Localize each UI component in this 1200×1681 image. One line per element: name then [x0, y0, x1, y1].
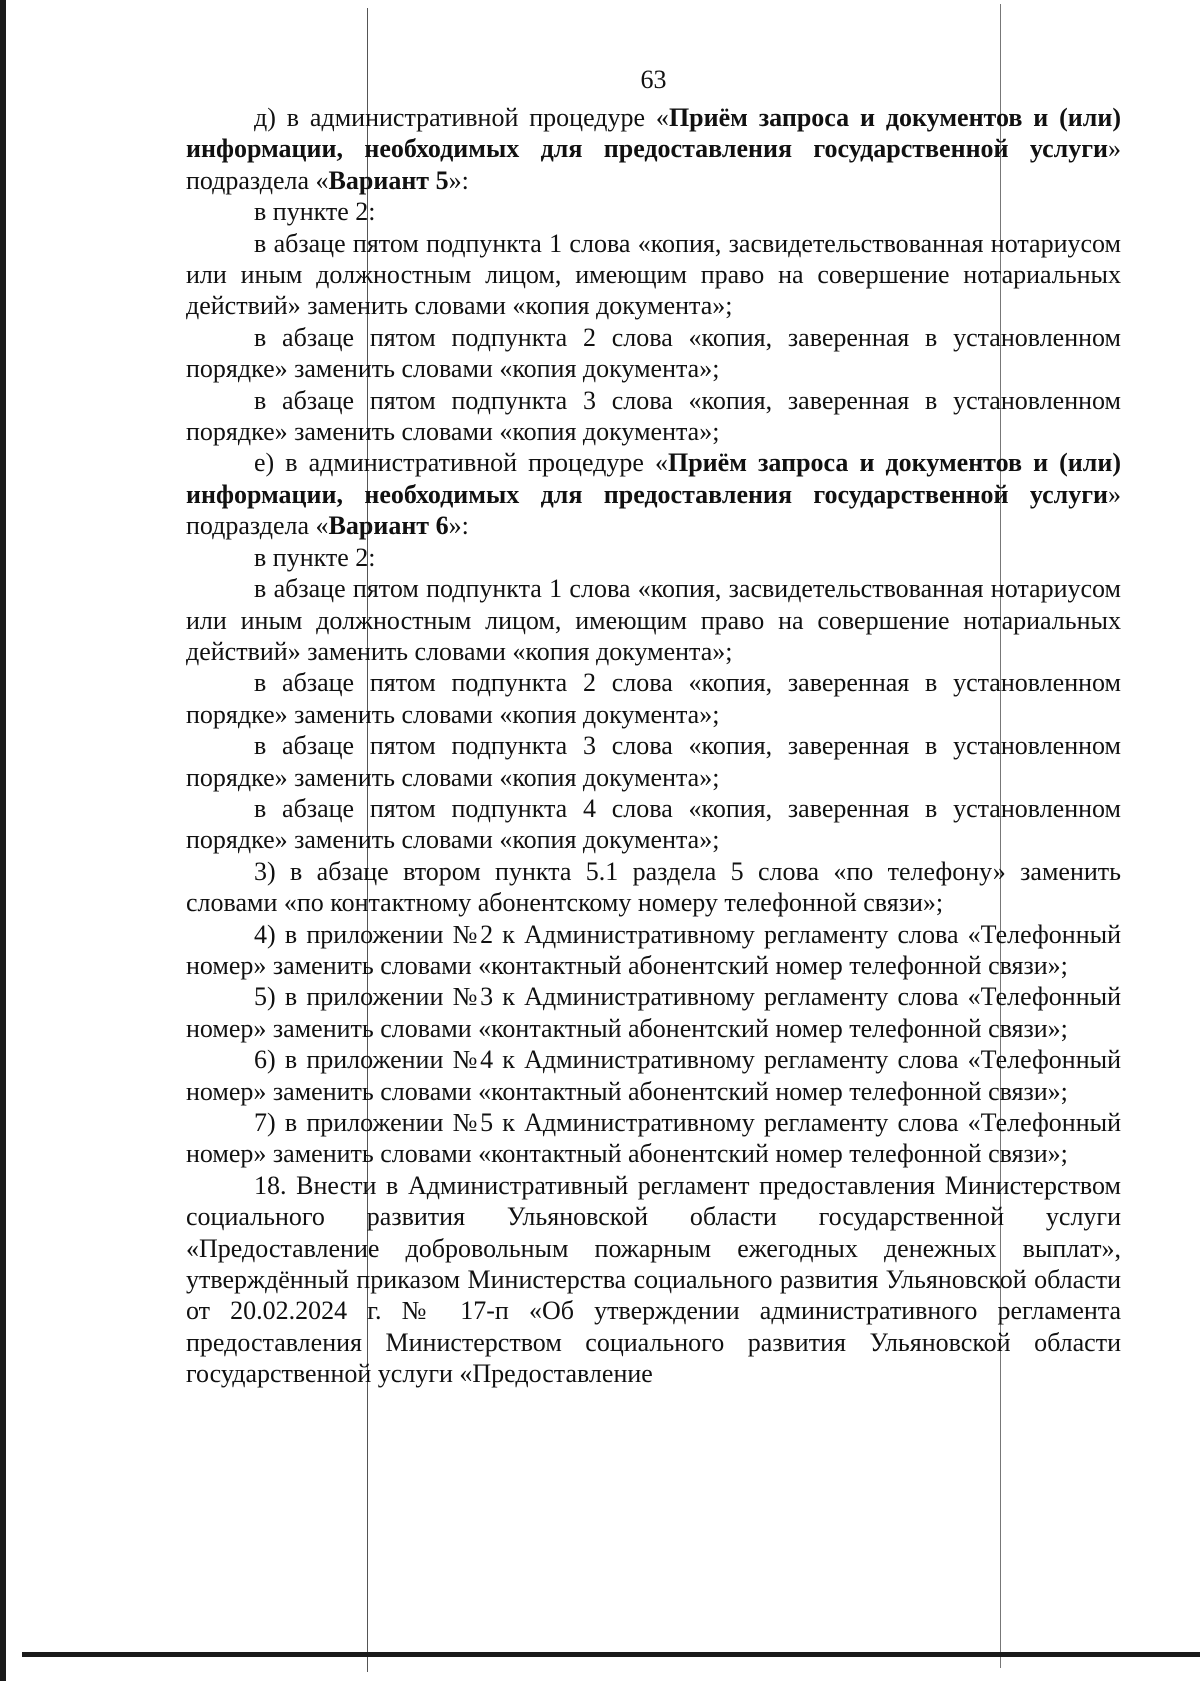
- paragraph: [186, 1170, 1121, 1390]
- paragraph: [186, 856, 1121, 919]
- page-number: 63: [640, 65, 667, 94]
- text-segment: в абзаце пятом подпункта 2 слова «копия, заверенная в установленном порядке» заменить словами «копия документа»;: [186, 668, 1121, 729]
- paragraph: [186, 573, 1121, 667]
- bold-text: Приём запроса и документов и (или) информации, необходимых для предоставления государственной услуги: [186, 103, 1121, 164]
- paragraph: [186, 667, 1121, 730]
- text-segment: 5) в приложении №3 к Административному регламенту слова «Телефонный номер» заменить словами «контактный абонентский номер телефонной связи»;: [186, 982, 1121, 1043]
- text-segment: в пункте 2:: [254, 197, 376, 227]
- text-segment: в абзаце пятом подпункта 3 слова «копия, заверенная в установленном порядке» заменить словами «копия документа»;: [186, 385, 1121, 447]
- text-segment: 6) в приложении №4 к Административному регламенту слова «Телефонный номер» заменить словами «контактный абонентский номер телефонной связи»;: [186, 1045, 1121, 1106]
- text-segment: 4) в приложении №2 к Административному регламенту слова «Телефонный номер» заменить словами «контактный абонентский номер телефонной связи»;: [186, 919, 1121, 980]
- text-segment: в абзаце пятом подпункта 1 слова «копия, засвидетельствованная нотариусом или иным должностным лицом, имеющим право на совершение нотариальных действий» заменить словами «копия документа»;: [186, 574, 1121, 666]
- paragraph: [186, 919, 1121, 982]
- text-segment: 7) в приложении №5 к Административному регламенту слова «Телефонный номер» заменить словами «контактный абонентский номер телефонной связи»;: [186, 1108, 1121, 1169]
- paragraph: [186, 322, 1121, 385]
- text-segment: в абзаце пятом подпункта 2 слова «копия, заверенная в установленном порядке» заменить словами «копия документа»;: [186, 322, 1121, 384]
- text-segment: » подраздела «: [186, 479, 1121, 541]
- text-segment: в абзаце пятом подпункта 1 слова «копия, засвидетельствованная нотариусом или иным должностным лицом, имеющим право на совершение нотариальных действий» заменить словами «копия документа»;: [186, 228, 1121, 321]
- paragraph: [186, 542, 1121, 573]
- text-segment: в абзаце пятом подпункта 4 слова «копия, заверенная в установленном порядке» заменить словами «копия документа»;: [186, 793, 1121, 855]
- document-body: [186, 102, 1121, 1390]
- text-segment: »:: [448, 165, 469, 195]
- paragraph: [186, 981, 1121, 1044]
- paragraph: [186, 102, 1121, 196]
- paragraph: [186, 447, 1121, 541]
- text-segment: »:: [448, 511, 469, 541]
- bold-text: Приём запроса и документов и (или) информации, необходимых для предоставления государственной услуги: [186, 448, 1121, 509]
- text-segment: в абзаце пятом подпункта 3 слова «копия, заверенная в установленном порядке» заменить словами «копия документа»;: [186, 731, 1121, 792]
- paragraph: [186, 385, 1121, 448]
- scan-edge-bottom: [22, 1652, 1200, 1657]
- bold-text: Вариант 5: [328, 165, 449, 195]
- text-segment: 3) в абзаце втором пункта 5.1 раздела 5 слова «по телефону» заменить словами «по контактному абонентскому номеру телефонной связи»;: [186, 856, 1121, 918]
- paragraph: [186, 1044, 1121, 1107]
- bold-text: Вариант 6: [328, 511, 449, 541]
- document-page: [186, 60, 1121, 1390]
- scan-edge-left: [0, 0, 6, 1681]
- paragraph: [186, 228, 1121, 322]
- text-segment: в пункте 2:: [254, 542, 376, 572]
- paragraph: [186, 793, 1121, 856]
- paragraph: [186, 730, 1121, 793]
- paragraph: [186, 196, 1121, 227]
- paragraph: [186, 1107, 1121, 1170]
- text-segment: д) в административной процедуре «: [254, 103, 669, 132]
- text-segment: » подраздела «: [186, 134, 1121, 195]
- text-segment: 18. Внести в Административный регламент предоставления Министерством социального развития Ульяновской области государственной услуги «Предоставление добровольным пожарным ежегодных денежных выплат», утверждённый приказом Министерства социального развития Ульяновской области от 20.02.2024 г. № 17-п «Об утверждении административного регламента предоставления Министерством социального развития Ульяновской области государственной услуги «Предоставление: [186, 1170, 1121, 1389]
- text-segment: е) в административной процедуре «: [254, 448, 668, 478]
